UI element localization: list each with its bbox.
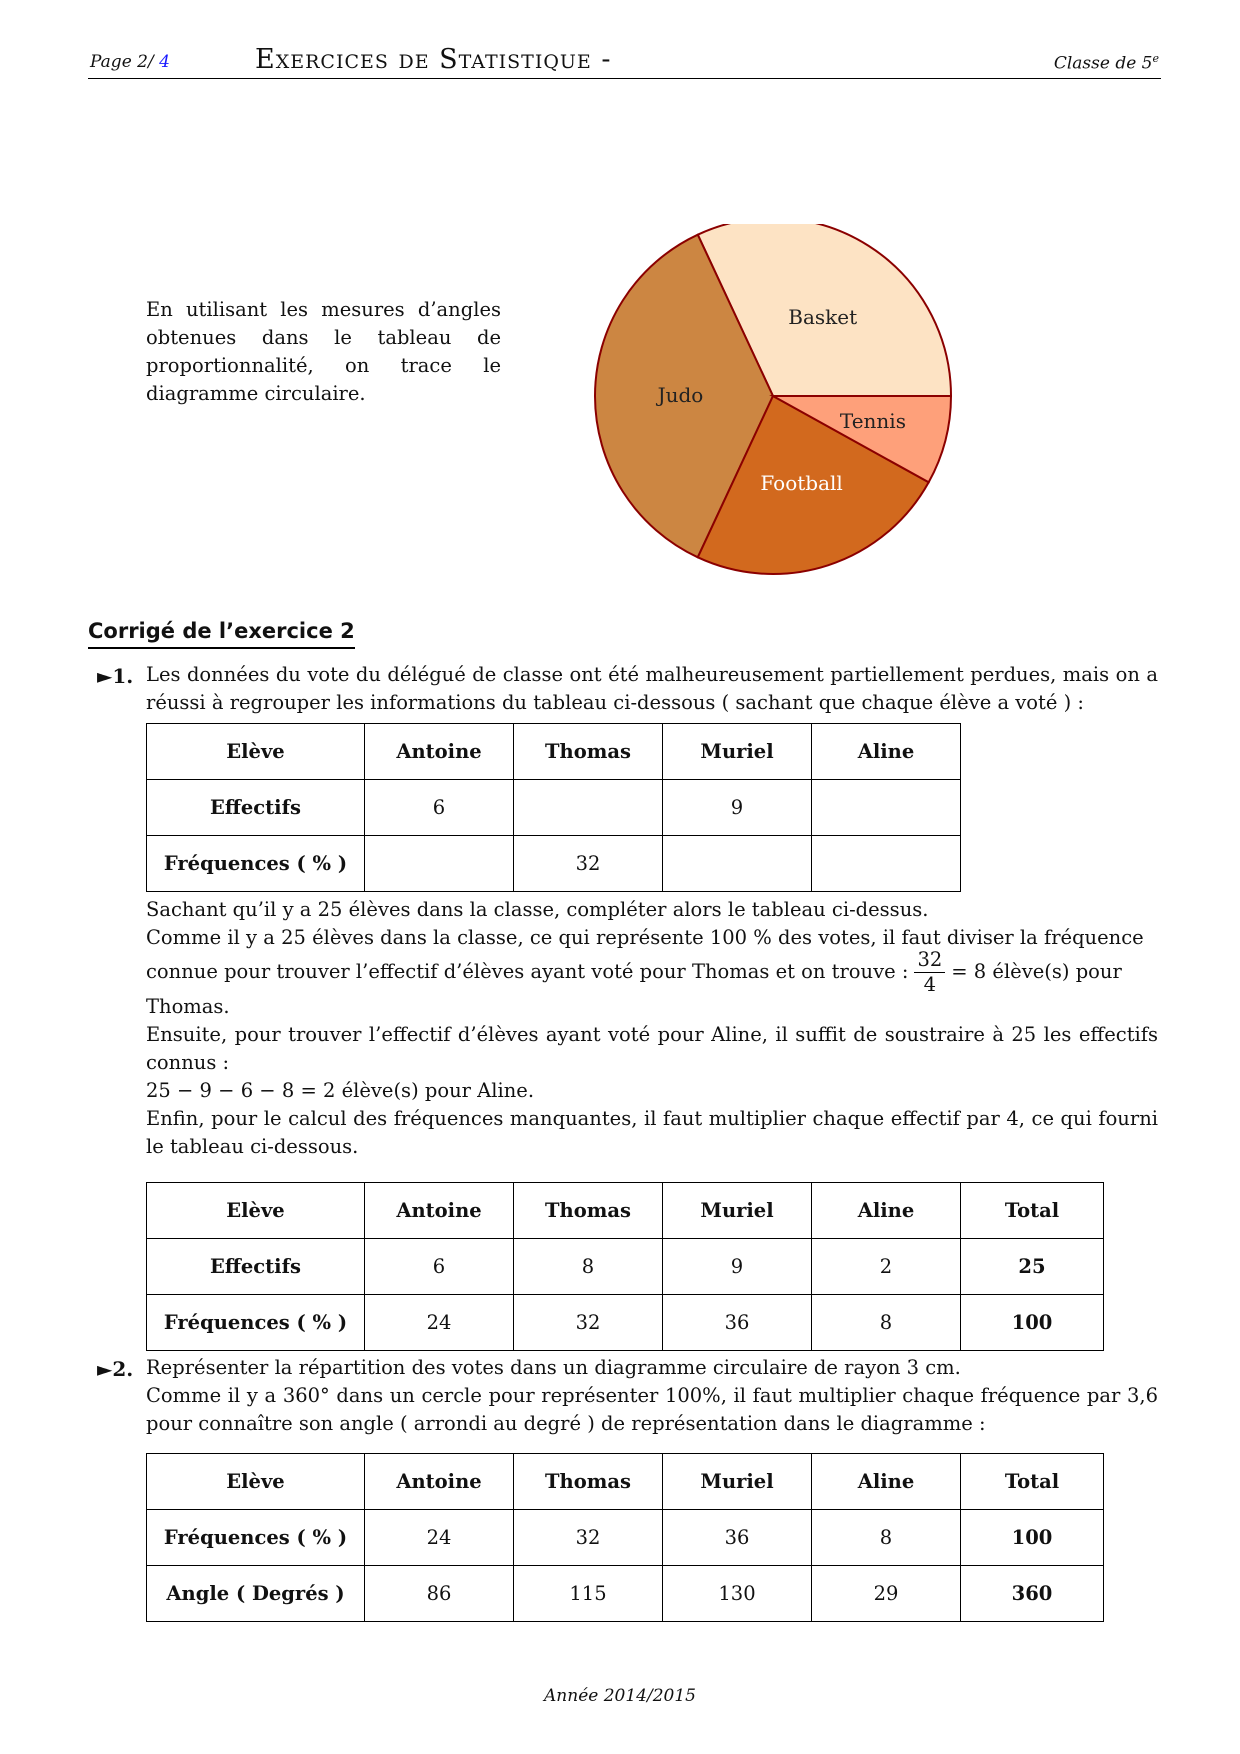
votes-table-incomplete: [146, 723, 961, 892]
table-header: Muriel: [663, 1183, 812, 1239]
table-cell: 24: [365, 1295, 514, 1351]
table-header: Muriel: [663, 1454, 812, 1510]
row-label: Angle ( Degrés ): [147, 1566, 365, 1622]
fraction: $\frac{32}{4}$: [914, 948, 945, 997]
table-cell: [812, 780, 961, 836]
page-footer: Année 2014/2015: [544, 1686, 696, 1706]
table-cell: 6: [365, 780, 514, 836]
table-cell: 115: [514, 1566, 663, 1622]
question-2-text: Représenter la répartition des votes dans un diagramme circulaire de rayon 3 cm. Comme il y a 360° dans un cercle pour représenter 100%, il faut multiplier chaque fréquence par 3,6 pour connaître son angle ( arrondi au degré ) de représentation dans le diagramme :: [146, 1356, 1158, 1435]
pie-label-football: Football: [760, 471, 843, 496]
table-header: Antoine: [365, 724, 514, 780]
question-1-marker: ►1.: [97, 664, 134, 688]
page-header: [88, 42, 1161, 79]
table-cell: [514, 780, 663, 836]
table-header: Total: [961, 1454, 1104, 1510]
table-header: Thomas: [514, 724, 663, 780]
row-label: Fréquences ( % ): [147, 1295, 365, 1351]
table-cell: 2: [812, 1239, 961, 1295]
angles-table: [146, 1453, 1104, 1622]
table-cell: 36: [663, 1510, 812, 1566]
table-cell: 32: [514, 1295, 663, 1351]
table-header: Aline: [812, 724, 961, 780]
row-label: Effectifs: [147, 1239, 365, 1295]
table-cell: 24: [365, 1510, 514, 1566]
table-header: Antoine: [365, 1183, 514, 1239]
table-header: Elève: [147, 1454, 365, 1510]
table-header: Aline: [812, 1454, 961, 1510]
pie-label-tennis: Tennis: [839, 408, 906, 433]
table-cell: 32: [514, 1510, 663, 1566]
section-title: Corrigé de l’exercice 2: [88, 619, 355, 649]
table-header: Elève: [147, 724, 365, 780]
table-cell: 86: [365, 1566, 514, 1622]
table-header: Antoine: [365, 1454, 514, 1510]
table-cell-total: 25: [961, 1239, 1104, 1295]
table-header: Elève: [147, 1183, 365, 1239]
question-1-intro: Les données du vote du délégué de classe ont été malheureusement partiellement perdues, mais on a réussi à regrouper les informations du tableau ci-dessous ( sachant que chaque élève a voté ) :: [146, 663, 1158, 714]
table-cell: [663, 836, 812, 892]
table-cell: 9: [663, 780, 812, 836]
table-cell: [812, 836, 961, 892]
votes-table-complete: [146, 1182, 1104, 1351]
table-cell: 8: [514, 1239, 663, 1295]
table-header: Thomas: [514, 1183, 663, 1239]
table-cell: 9: [663, 1239, 812, 1295]
table-cell: 29: [812, 1566, 961, 1622]
class-label: Classe de 5e: [1053, 52, 1159, 74]
page-total-link[interactable]: 4: [159, 52, 170, 72]
table-cell: 36: [663, 1295, 812, 1351]
table-cell: 6: [365, 1239, 514, 1295]
table-cell: 32: [514, 836, 663, 892]
page-number: Page 2/ 4: [90, 52, 170, 72]
table-cell: [365, 836, 514, 892]
intro-paragraph: En utilisant les mesures d’angles obtenues dans le tableau de proportionnalité, on trace le diagramme circulaire.: [146, 298, 501, 405]
pie-label-judo: Judo: [657, 383, 704, 407]
table-cell-total: 360: [961, 1566, 1104, 1622]
table-cell-total: 100: [961, 1510, 1104, 1566]
table-cell: 130: [663, 1566, 812, 1622]
table-header: Total: [961, 1183, 1104, 1239]
row-label: Fréquences ( % ): [147, 836, 365, 892]
table-cell: 8: [812, 1510, 961, 1566]
row-label: Effectifs: [147, 780, 365, 836]
row-label: Fréquences ( % ): [147, 1510, 365, 1566]
question-2-marker: ►2.: [97, 1357, 134, 1381]
document-title: Exercices de Statistique -: [255, 44, 612, 75]
table-cell: 8: [812, 1295, 961, 1351]
table-cell-total: 100: [961, 1295, 1104, 1351]
pie-chart: [588, 224, 958, 594]
table-header: Thomas: [514, 1454, 663, 1510]
question-1-solution: Sachant qu’il y a 25 élèves dans la classe, compléter alors le tableau ci-dessus. Comme il y a 25 élèves dans la classe, ce qui représente 100 % des votes, il faut diviser la fréquence connue pour trouver l’effectif d’élèves ayant voté pour Thomas et on trouve : $\frac{32}{4}$ = 8 élève(s) pour Thomas. Ensuite, pour trouver l’effectif d’élèves ayant voté pour Aline, il suffit de soustraire à 25 les effectifs connus : 25 − 9 − 6 − 8 = 2 élève(s) pour Aline. Enfin, pour le calcul des fréquences manquantes, il faut multiplier chaque effectif par 4, ce qui fourni le tableau ci-dessous.: [146, 898, 1158, 1158]
table-header: Aline: [812, 1183, 961, 1239]
table-header: Muriel: [663, 724, 812, 780]
pie-label-basket: Basket: [788, 304, 858, 329]
